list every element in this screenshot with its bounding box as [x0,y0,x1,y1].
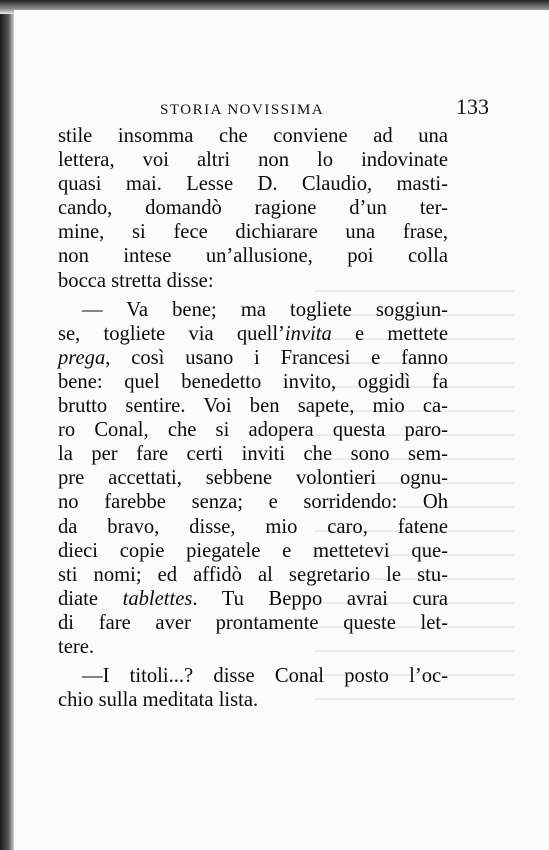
text-line [58,370,448,394]
text-segment: chio sulla meditata lista. [58,689,259,712]
text-line: mine, si fece dichiarare una frase, [58,221,448,244]
text-line [58,539,448,563]
text-line [58,563,448,587]
text-line [58,611,448,635]
text-segment: da bravo, disse, mio caro, fatene [58,515,448,538]
text-line: lettera, voi altri non lo indovinate [58,149,448,172]
text-segment: diate [58,587,123,610]
text-segment: la per fare certi inviti che sono sem- [58,443,448,466]
text-line [58,394,448,418]
text-segment: e mettete [331,322,448,345]
book-page [14,10,549,850]
text-line: stile insomma che conviene ad una [58,125,448,147]
text-line [58,490,448,514]
italic-word: invita [284,322,332,345]
text-line [58,587,448,611]
text-segment: brutto sentire. Voi ben sapete, mio ca- [58,395,448,418]
page-number: 133 [456,94,489,119]
text-segment: no farebbe senza; e sorridendo: Oh [58,491,448,514]
text-line: cando, domandò ragione d’un ter- [58,197,448,220]
text-segment: tere. [58,635,95,658]
text-line [58,515,448,539]
text-line [58,442,448,466]
text-segment: —I titoli...? disse Conal posto l’oc- [82,665,448,688]
text-segment: bene: quel benedetto invito, oggidì fa [58,370,448,393]
text-segment: sti nomi; ed affidò al segretario le stu- [58,563,448,586]
running-title: STORIA NOVISSIMA [160,102,325,118]
text-line [58,688,448,712]
text-line [58,298,448,322]
text-segment: — Va bene; ma togliete soggiun- [82,298,448,321]
text-line [58,418,448,442]
italic-word: tablettes [122,587,193,610]
text-segment: , così usano i Francesi e fanno [105,346,448,369]
text-segment: . Tu Beppo avrai cura [192,587,448,610]
text-line: non intese un’allusione, poi colla [58,245,448,268]
text-line [58,635,448,659]
text-line [58,664,448,688]
text-segment: se, togliete via quell’ [58,322,285,345]
text-line: quasi mai. Lesse D. Claudio, masti- [58,173,448,196]
text-segment: di fare aver prontamente queste let- [58,611,448,634]
italic-word: prega [58,346,106,369]
text-line [58,466,448,490]
book-spine-shadow [0,0,14,850]
text-segment: pre accettati, sebbene volontieri ognu- [58,467,448,490]
text-line: bocca stretta disse: [58,269,214,292]
text-line [58,346,448,370]
text-line [58,322,448,346]
text-segment: dieci copie piegatele e mettetevi que- [58,539,448,562]
text-segment: ro Conal, che si adopera questa paro- [58,419,448,442]
body-text [58,124,448,712]
